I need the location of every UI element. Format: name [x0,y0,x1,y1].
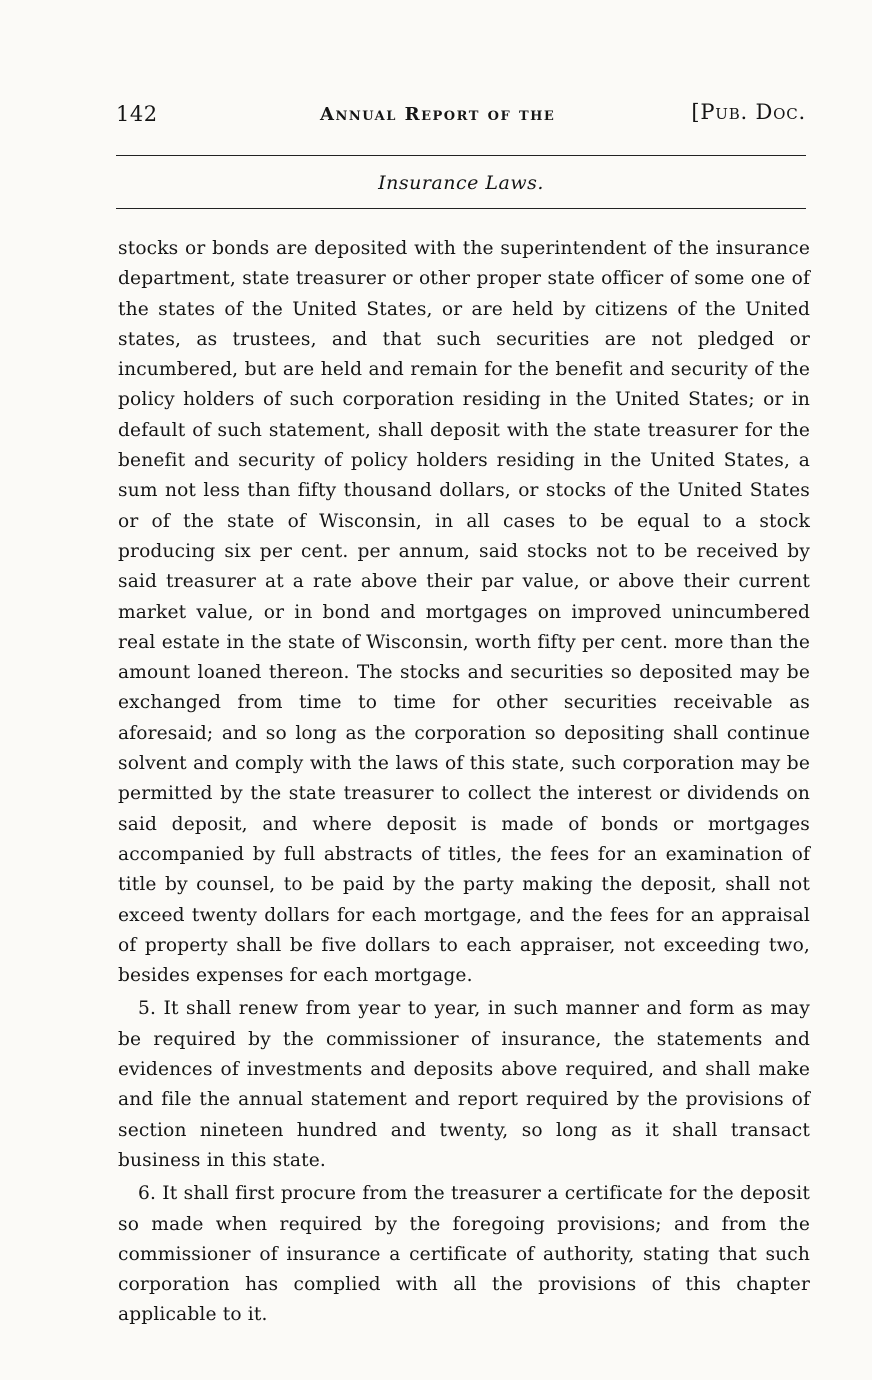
page-number: 142 [116,102,158,126]
header-rule-bottom [116,208,806,209]
document-reference: [Pub. Doc. [691,100,806,124]
paragraph-continuation: stocks or bonds are deposited with the superintendent of the insurance department, state treasurer or other proper state officer of some one of the states of the United States, or are held by citizens of the United states, as trustees, and that such securities are not pledged or incumbered, but are held and remain for the benefit and security of the policy holders of such corporation residing in the United States; or in default of such statement, shall deposit with the state treasurer for the benefit and security of policy holders residing in the United States, a sum not less than fifty thousand dollars, or stocks of the United States or of the state of Wisconsin, in all cases to be equal to a stock producing six per cent. per annum, said stocks not to be received by said treasurer at a rate above their par value, or above their current market value, or in bond and mortgages on improved unincumbered real estate in the state of Wisconsin, worth fifty per cent. more than the amount loaned thereon. The stocks and securities so deposited may be exchanged from time to time for other securities receivable as aforesaid; and so long as the corporation so depositing shall continue solvent and comply with the laws of this state, such corporation may be permitted by the state treasurer to collect the interest or dividends on said deposit, and where deposit is made of bonds or mortgages accompanied by full abstracts of titles, the fees for an examination of title by counsel, to be paid by the party making the deposit, shall not exceed twenty dollars for each mortgage, and the fees for an appraisal of property shall be five dollars to each appraiser, not exceeding two, besides expenses for each mortgage. [118,238,810,987]
running-title: Annual Report of the [320,104,556,125]
section-title: Insurance Laws. [378,172,544,194]
body-text [118,234,810,1331]
paragraph-clause-5: 5. It shall renew from year to year, in such manner and form as may be required by the commissioner of insurance, the statements and evidences of investments and deposits above required, and shall make and file the annual statement and report required by the provisions of section nineteen hundred and twenty, so long as it shall transact business in this state. [118,998,810,1171]
paragraph-clause-6: 6. It shall first procure from the treasurer a certificate for the deposit so made when required by the foregoing provisions; and from the commissioner of insurance a certificate of authority, stating that such corporation has complied with all the provisions of this chapter applicable to it. [118,1183,810,1326]
page-header [116,100,806,130]
header-rule-top [116,155,806,156]
